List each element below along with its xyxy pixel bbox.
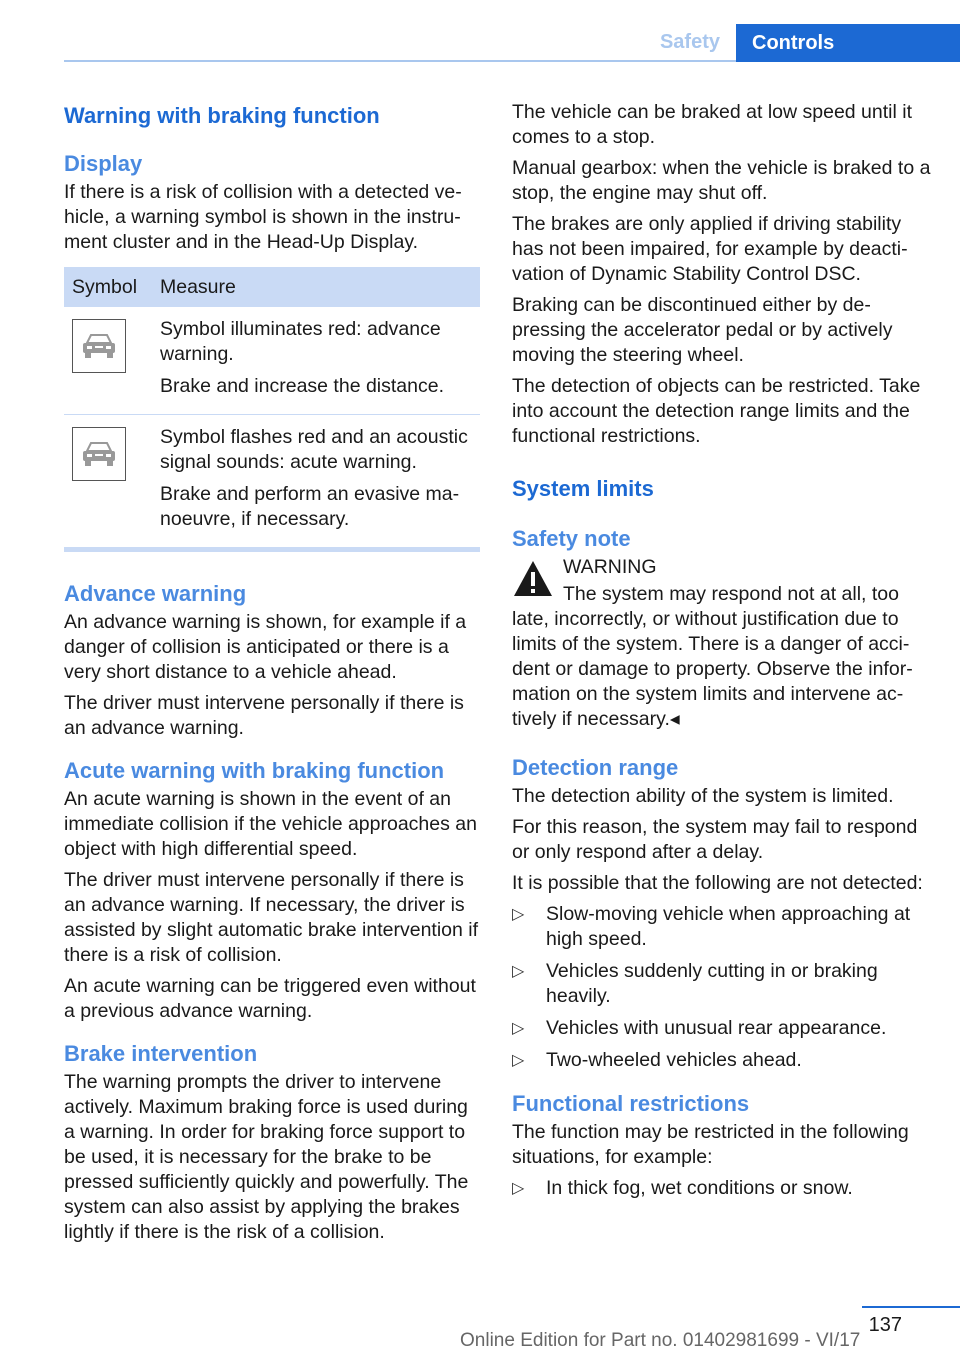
warning-text: The system may respond not at all, too bbox=[563, 583, 899, 605]
measure-text: Brake and perform an evasive manoeuvre, if necessary. bbox=[160, 483, 460, 530]
measure-text: Brake and increase the distance. bbox=[160, 375, 445, 397]
header-section-safety[interactable]: Safety bbox=[659, 31, 720, 53]
list-item: ▷ Two-wheeled vehicles ahead. bbox=[512, 1049, 802, 1071]
right-column bbox=[512, 100, 932, 1208]
bullet-icon: ▷ bbox=[512, 1180, 525, 1197]
body-text: The detection of objects can be restricted. Take into account the detection range limits and the functional restrictions. bbox=[512, 375, 921, 447]
body-text: The vehicle can be braked at low speed until it comes to a stop. bbox=[512, 101, 912, 148]
acute-text: An acute warning can be triggered even without a previous advance warning. bbox=[64, 975, 476, 1022]
functional-list bbox=[512, 1176, 932, 1201]
heading-advance-warning: Advance warning bbox=[64, 581, 247, 606]
detection-text: The detection ability of the system is limited. bbox=[512, 785, 894, 807]
footer-rule bbox=[862, 1306, 960, 1308]
display-text: If there is a risk of collision with a detected vehicle, a warning symbol is shown in the instrument cluster and in the Head-Up Display. bbox=[64, 181, 462, 253]
table-header-measure: Measure bbox=[152, 267, 480, 307]
table-row bbox=[64, 415, 480, 550]
heading-acute-warning: Acute warning with braking function bbox=[64, 758, 445, 783]
acute-text: An acute warning is shown in the event of an immediate collision if the vehicle approaches an object with high differential speed. bbox=[64, 788, 477, 860]
bullet-icon: ▷ bbox=[512, 1020, 525, 1037]
header-chapter-label: Controls bbox=[752, 32, 835, 54]
detection-text: For this reason, the system may fail to respond or only respond after a delay. bbox=[512, 816, 918, 863]
left-column bbox=[64, 100, 482, 1251]
warning-note bbox=[512, 555, 932, 732]
measure-text: Symbol illuminates red: advance warning. bbox=[160, 318, 441, 365]
bullet-icon: ▷ bbox=[512, 906, 525, 923]
list-item: ▷ Slow-moving vehicle when approaching at high speed. bbox=[512, 903, 911, 950]
detection-list bbox=[512, 902, 932, 1073]
heading-brake-intervention: Brake intervention bbox=[64, 1041, 258, 1066]
list-item: ▷ Vehicles with unusual rear appearance. bbox=[512, 1017, 887, 1039]
bullet-icon: ▷ bbox=[512, 963, 525, 980]
car-front-icon bbox=[72, 319, 126, 373]
page-number: 137 bbox=[868, 1314, 902, 1336]
warning-triangle-icon bbox=[512, 559, 554, 599]
heading-display: Display bbox=[64, 151, 143, 176]
header-section-controls[interactable] bbox=[736, 24, 960, 62]
body-text: Braking can be discontinued either by depressing the accelerator pedal or by actively moving the steering wheel. bbox=[512, 294, 893, 366]
body-text: The brakes are only applied if driving stability has not been impaired, for example by deactivation of Dynamic Stability Control DSC. bbox=[512, 213, 908, 285]
advance-text: An advance warning is shown, for example if a danger of collision is anticipated or there is a very short distance to a vehicle ahead. bbox=[64, 611, 467, 683]
list-item: ▷ Vehicles suddenly cutting in or braking heavily. bbox=[512, 960, 878, 1007]
car-front-icon bbox=[72, 427, 126, 481]
heading-system-limits: System limits bbox=[512, 476, 654, 501]
advance-text: The driver must intervene personally if there is an advance warning. bbox=[64, 692, 464, 739]
measure-text: Symbol flashes red and an acoustic signal sounds: acute warning. bbox=[160, 426, 468, 473]
table-row bbox=[64, 307, 480, 415]
edition-watermark: Online Edition for Part no. 01402981699 - VI/17 bbox=[460, 1330, 861, 1351]
warning-text: late, incorrectly, or without justification due to limits of the system. There is a danger of accident or damage to property. Observe the information on the system limits and intervene actively if necessary.◂ bbox=[512, 608, 913, 730]
brake-text: The warning prompts the driver to intervene actively. Maximum braking force is used during a warning. In order for braking force support to be used, it is necessary for the brake to be pressed sufficiently quickly and powerfully. The system can also assist by applying the brakes lightly if there is the risk of a collision. bbox=[64, 1071, 469, 1243]
table-header-symbol: Symbol bbox=[64, 267, 152, 307]
functional-text: The function may be restricted in the following situations, for example: bbox=[512, 1121, 909, 1168]
heading-detection-range: Detection range bbox=[512, 755, 679, 780]
section-title-warning-braking: Warning with braking function bbox=[64, 103, 380, 128]
heading-safety-note: Safety note bbox=[512, 526, 631, 551]
symbol-table bbox=[64, 267, 480, 552]
body-text: Manual gearbox: when the vehicle is braked to a stop, the engine may shut off. bbox=[512, 157, 931, 204]
acute-text: The driver must intervene personally if there is an advance warning. If necessary, the driver is assisted by slight automatic brake intervention if there is a risk of collision. bbox=[64, 869, 479, 966]
detection-text: It is possible that the following are not detected: bbox=[512, 872, 923, 894]
bullet-icon: ▷ bbox=[512, 1052, 525, 1069]
warning-label: WARNING bbox=[563, 556, 657, 578]
list-item: ▷ In thick fog, wet conditions or snow. bbox=[512, 1177, 853, 1199]
heading-functional-restrictions: Functional restrictions bbox=[512, 1091, 750, 1116]
